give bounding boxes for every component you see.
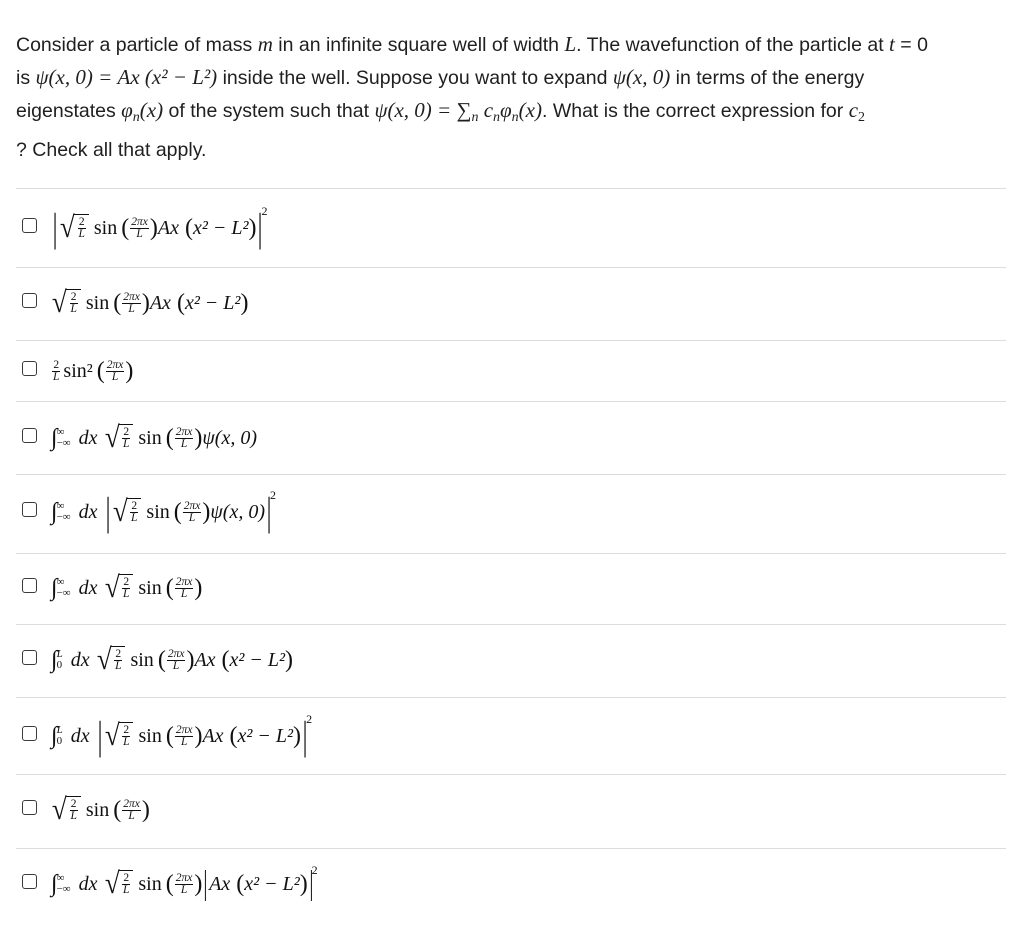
divider <box>16 553 1006 554</box>
option-2-formula: √ $\frac{2}{L}$ sin ( $\frac{2\pi x}{L}$ ) Ax ( x² − L² ) <box>51 286 249 319</box>
option-4[interactable] <box>22 410 1002 466</box>
option-9-formula: √ $\frac{2}{L}$ sin ( $\frac{2\pi x}{L}$ ) <box>51 793 150 826</box>
divider <box>16 474 1006 475</box>
option-8-formula: ∫ L 0 dx | √ $\frac{2}{L}$ sin ( $\frac{2\pi x}{L}$ ) Ax ( x² − L² ) | 2 <box>51 712 313 758</box>
option-10-formula: ∫ ∞ −∞ dx √ $\frac{2}{L}$ sin ( $\frac{2\pi x}{L}$ ) | Ax ( x² − L² ) | 2 <box>51 863 318 902</box>
option-10[interactable] <box>22 856 1002 912</box>
option-1-checkbox[interactable] <box>22 218 37 233</box>
option-5[interactable] <box>22 484 1002 540</box>
option-6-checkbox[interactable] <box>22 578 37 593</box>
option-10-checkbox[interactable] <box>22 874 37 889</box>
option-7[interactable] <box>22 632 1002 688</box>
option-4-formula: ∫ ∞ −∞ dx √ $\frac{2}{L}$ sin ( $\frac{2\pi x}{L}$ ) ψ(x, 0) <box>51 421 257 454</box>
option-1-formula: | √ $\frac{2}{L}$ sin ( $\frac{2\pi x}{L}$ ) Ax ( x² − L² ) | 2 <box>52 204 268 250</box>
option-9-checkbox[interactable] <box>22 800 37 815</box>
divider <box>16 848 1006 849</box>
divider <box>16 267 1006 268</box>
option-2-checkbox[interactable] <box>22 293 37 308</box>
divider <box>16 624 1006 625</box>
divider <box>16 188 1006 189</box>
option-4-checkbox[interactable] <box>22 428 37 443</box>
option-9[interactable] <box>22 782 1002 838</box>
question-text: Consider a particle of mass m in an infinite square well of width L. The wavefunction of the particle at t = 0 is ψ(x, 0) = Ax (x² − L²) inside the well. Suppose you want to expand ψ(x, 0) in terms of the energy eigenstates $\varphi_n(x)$ of the system such that ψ(x, $0) = \sum_n$ $c_n\varphi_n(x)$. What is the correct expression for $c_2$ ? Check all that apply. <box>16 32 928 161</box>
option-3-formula: $\frac{2}{L}$ sin² ( $\frac{2\pi x}{L}$ ) <box>53 358 134 384</box>
option-8[interactable] <box>22 708 1002 764</box>
divider <box>16 774 1006 775</box>
option-6-formula: ∫ ∞ −∞ dx √ $\frac{2}{L}$ sin ( $\frac{2\pi x}{L}$ ) <box>51 571 203 604</box>
option-7-formula: ∫ L 0 dx √ $\frac{2}{L}$ sin ( $\frac{2\pi x}{L}$ ) Ax ( x² − L² ) <box>51 643 294 676</box>
option-8-checkbox[interactable] <box>22 726 37 741</box>
option-6[interactable] <box>22 560 1002 616</box>
divider <box>16 401 1006 402</box>
divider <box>16 340 1006 341</box>
divider <box>16 697 1006 698</box>
option-3-checkbox[interactable] <box>22 361 37 376</box>
option-2[interactable] <box>22 275 1002 331</box>
option-7-checkbox[interactable] <box>22 650 37 665</box>
option-3[interactable] <box>22 343 1002 399</box>
option-5-checkbox[interactable] <box>22 502 37 517</box>
option-5-formula: ∫ ∞ −∞ dx | √ $\frac{2}{L}$ sin ( $\frac{2\pi x}{L}$ ) ψ(x, 0) | 2 <box>51 488 277 534</box>
option-1[interactable] <box>22 200 1002 256</box>
